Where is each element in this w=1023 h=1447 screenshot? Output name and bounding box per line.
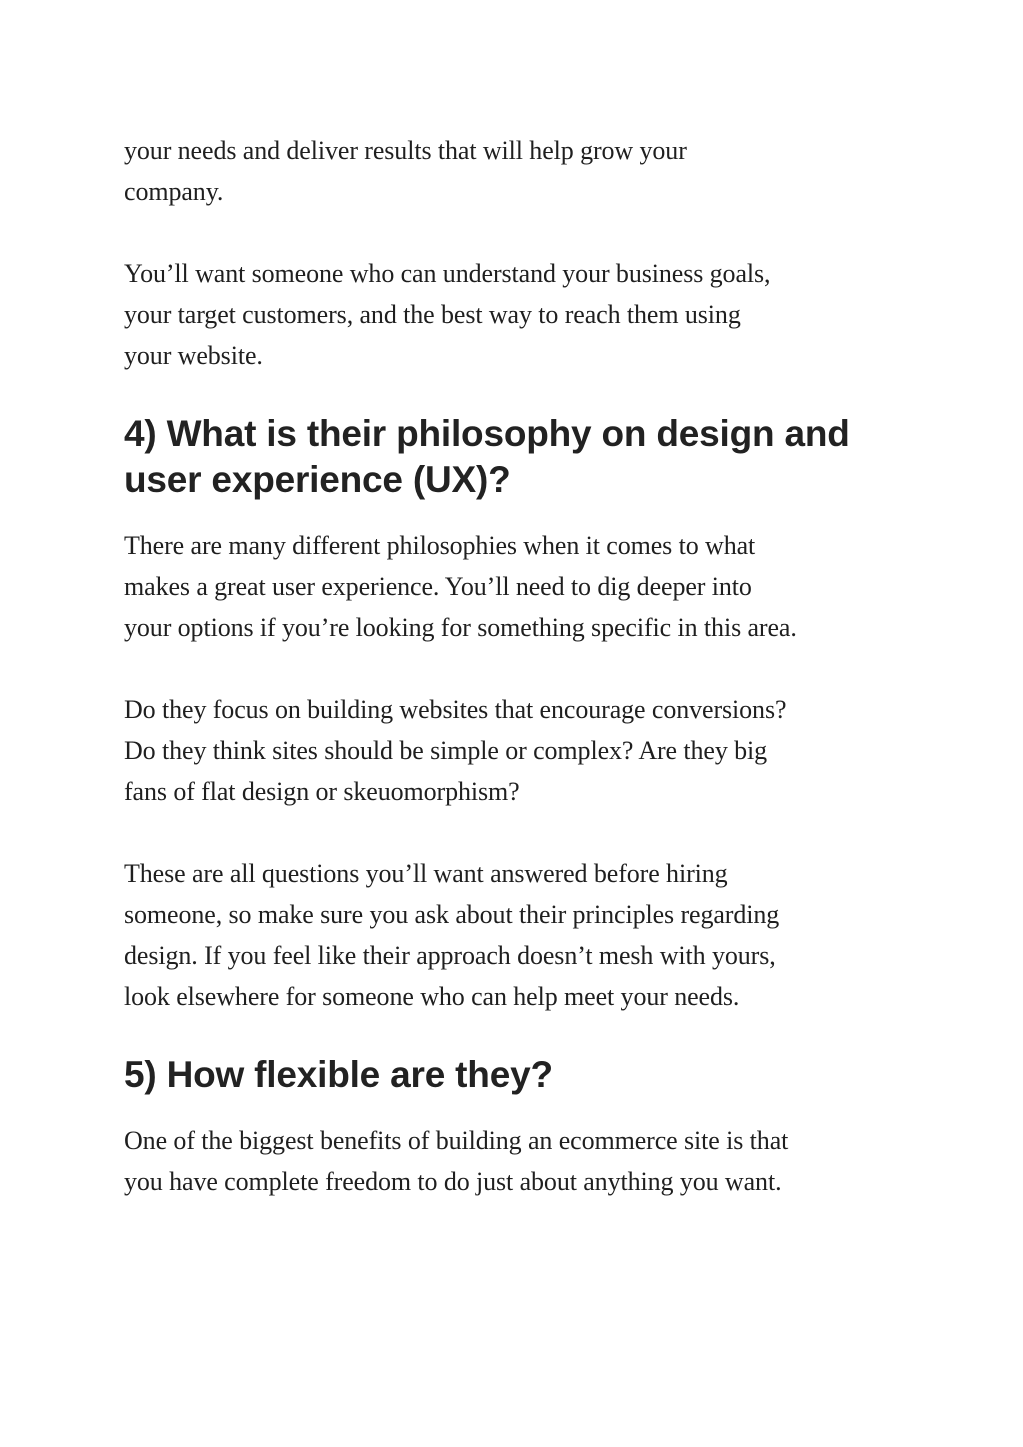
paragraph-needs-results — [124, 130, 914, 212]
text-line: your options if you’re looking for something specific in this area. — [124, 613, 797, 642]
text-line: someone, so make sure you ask about their principles regarding — [124, 900, 780, 929]
document-page — [124, 130, 914, 1243]
heading-line: 5) How flexible are they? — [124, 1054, 553, 1095]
paragraph-questions — [124, 853, 914, 1017]
text-line: your target customers, and the best way to reach them using — [124, 300, 741, 329]
text-line: makes a great user experience. You’ll need to dig deeper into — [124, 572, 752, 601]
paragraph-conversions — [124, 689, 914, 812]
text-line: Do they think sites should be simple or complex? Are they big — [124, 736, 768, 765]
text-line: design. If you feel like their approach doesn’t mesh with yours, — [124, 941, 776, 970]
text-line: you have complete freedom to do just about anything you want. — [124, 1167, 782, 1196]
text-line: Do they focus on building websites that encourage conversions? — [124, 695, 787, 724]
text-line: One of the biggest benefits of building an ecommerce site is that — [124, 1126, 789, 1155]
text-line: You’ll want someone who can understand your business goals, — [124, 259, 771, 288]
heading-flexible — [124, 1052, 914, 1098]
text-line: fans of flat design or skeuomorphism? — [124, 777, 520, 806]
paragraph-philosophies — [124, 525, 914, 648]
heading-line: 4) What is their philosophy on design and — [124, 413, 850, 454]
text-line: your needs and deliver results that will help grow your — [124, 136, 687, 165]
text-line: your website. — [124, 341, 263, 370]
text-line: company. — [124, 177, 224, 206]
paragraph-business-goals — [124, 253, 914, 376]
heading-line: user experience (UX)? — [124, 459, 511, 500]
text-line: These are all questions you’ll want answered before hiring — [124, 859, 728, 888]
text-line: look elsewhere for someone who can help meet your needs. — [124, 982, 740, 1011]
paragraph-ecommerce-benefits — [124, 1120, 914, 1202]
text-line: There are many different philosophies when it comes to what — [124, 531, 756, 560]
heading-philosophy — [124, 411, 914, 503]
